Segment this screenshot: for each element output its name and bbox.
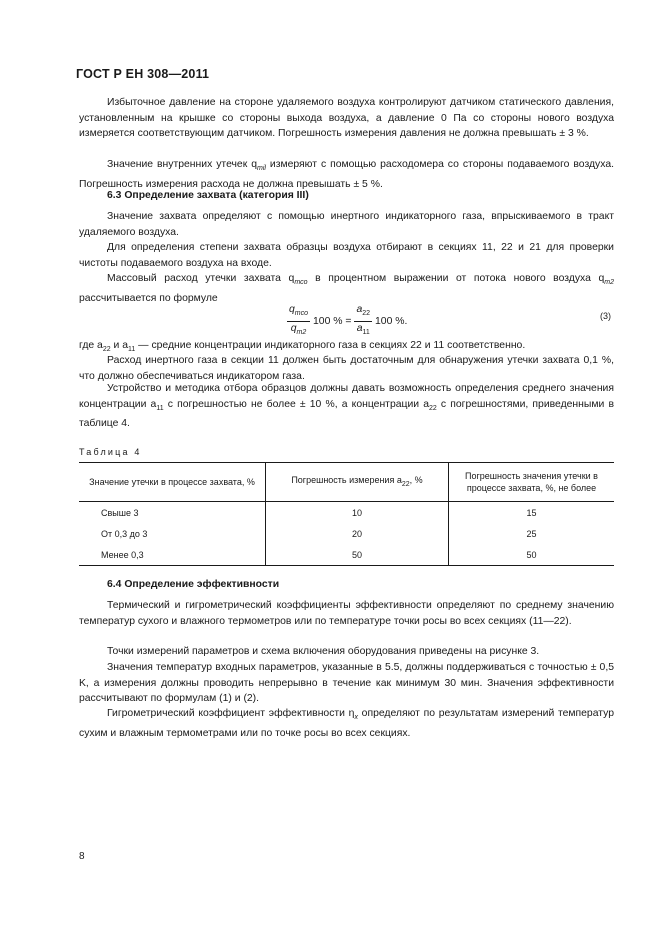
table-cell: Свыше 3 [101,507,139,518]
formula-tail: 100 %. [375,316,408,328]
paragraph-inert-gas: Расход инертного газа в секции 11 должен быть достаточным для обнаружения утечки захвата 0,1 %, что должно обеспечиваться индикатором газа. [79,355,614,382]
formula-middle: 100 % = [313,316,352,328]
formula-3 [284,304,407,339]
formula-fraction-q: $\frac{q_{mco}}{q_{m2}}$ [289,304,309,337]
paragraph-internal-leakage: Значение внутренних утечек $q_{mil}$ измеряют с помощью расходомера со стороны подаваемого воздуха. Погрешность измерения расхода не должна превышать ± 5 %. [79,159,614,190]
table-row [79,544,614,566]
table-cell: 50 [266,544,449,566]
paragraph-sampling-method: Устройство и методика отбора образцов должны давать возможность определения среднего значения концентрации $a_{11}$ с погрешностью не более ± 10 %, а концентрации $a_{22}$ с погрешностями, приведенными в таблице 4. [79,383,614,430]
column-header-leak-value: Значение утечки в процессе захвата, % [79,463,266,502]
formula-fraction-a: $\frac{a_{22}}{a_{11}}$ [356,304,371,337]
equation-number: (3) [600,311,611,321]
paragraph-where: где $a_{22}$ и $a_{11}$ — средние концентрации индикаторного газа в секциях 22 и 11 соответственно. [79,340,526,354]
paragraph-efficiency: Термический и гигрометрический коэффициенты эффективности определяют по среднему значению температур сухого и влажного термометров или по температуре точки росы во всех секциях (11—22). [79,600,614,627]
paragraph-hygrometric: Гигрометрический коэффициент эффективности $\eta_x$ определяют по результатам измерений температур сухим и влажным термометрами или по точке росы во всех секциях. [79,708,614,739]
table-cell: 10 [266,502,449,524]
table-header-row [79,463,614,502]
document-header: ГОСТ Р ЕН 308—2011 [76,67,210,81]
section-6-4-heading: 6.4 Определение эффективности [107,579,280,590]
paragraph-measurement-points: Точки измерений параметров и схема включения оборудования приведены на рисунке 3. [107,646,540,657]
table-cell: Менее 0,3 [79,544,266,566]
paragraph-capture-value: Значение захвата определяют с помощью инертного индикаторного газа, впрыскиваемого в тракт удаляемого воздуха. [79,211,614,238]
section-6-3-heading: 6.3 Определение захвата (категория III) [107,190,309,201]
paragraph-sampling: Для определения степени захвата образцы воздуха отбирают в секциях 11, 22 и 21 для проверки чистоты подаваемого воздуха на входе. [79,242,614,269]
paragraph-pressure: Избыточное давление на стороне удаляемого воздуха контролируют датчиком статического давления, установленным на крышке со стороны выхода воздуха, а давление 0 Па со стороны нового воздуха измеряется соответствующим датчиком. Погрешность измерения давления не должна превышать ± 3 %. [79,97,614,140]
table-cell: 50 [449,544,615,566]
table-4 [79,462,614,566]
table-cell: 15 [449,502,615,524]
table-caption: Таблица 4 [79,447,142,457]
table-row [79,502,614,524]
column-header-a22-error: Погрешность измерения $a_{22}$, % [266,463,449,502]
paragraph-mass-flow: Массовый расход утечки захвата $q_{mco}$ в процентном выражении от потока нового воздуха $q_{m2}$ рассчитывается по формуле [79,273,614,304]
table-cell: От 0,3 до 3 [101,528,148,539]
column-header-leak-error: Погрешность значения утечки в процессе захвата, %, не более [449,463,615,502]
page-number: 8 [79,851,85,862]
paragraph-temperatures: Значения температур входных параметров, указанные в 5.5, должны поддерживаться с точностью ± 0,5 K, а измерения должны проводить непрерывно в течение как минимум 30 мин. Значения эффективности рассчитывают по формулам (1) и (2). [79,662,614,705]
table-row [79,523,614,544]
table-cell: 25 [449,523,615,544]
table-cell: 20 [266,523,449,544]
